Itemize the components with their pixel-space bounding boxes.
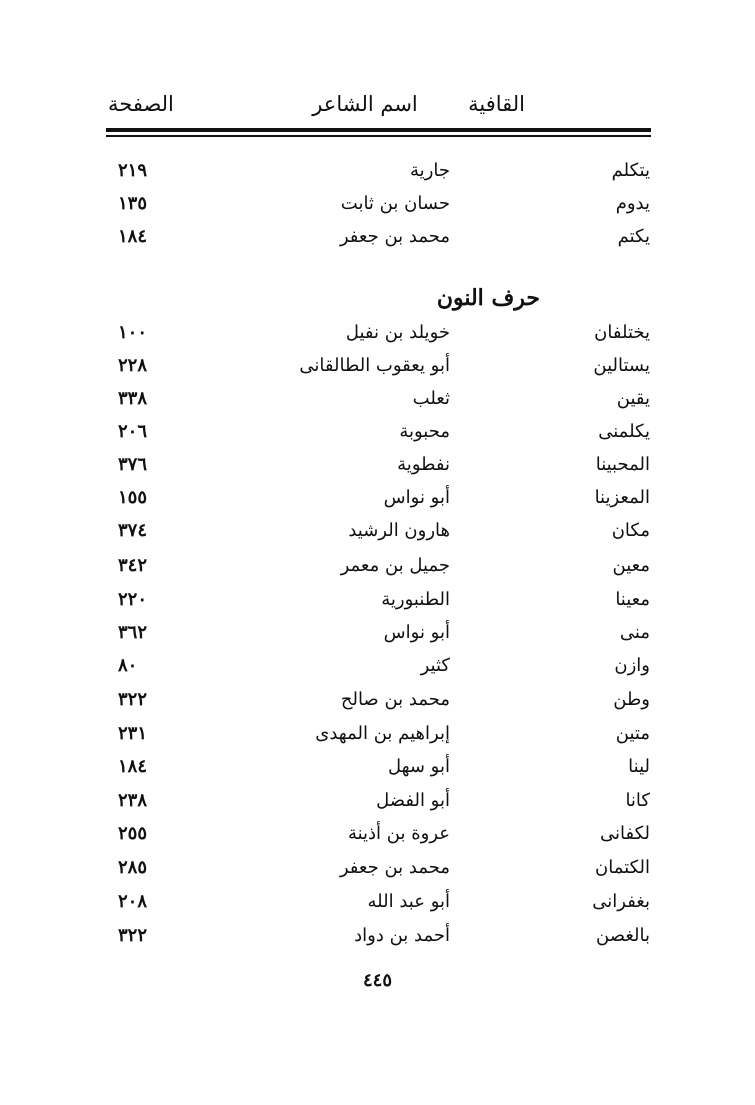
qafiya-cell: يتكلم: [611, 160, 650, 181]
table-row: [100, 355, 660, 385]
table-row: [100, 925, 660, 955]
page-cell: ٢٨٥: [118, 857, 148, 878]
table-row: [100, 193, 660, 223]
header-page: الصفحة: [108, 92, 174, 116]
page-cell: ٢٥٥: [118, 823, 148, 844]
qafiya-cell: مكان: [611, 520, 650, 541]
qafiya-cell: يختلفان: [594, 322, 650, 343]
qafiya-cell: المحبينا: [595, 454, 650, 475]
poet-cell: أبو نواس: [383, 487, 450, 508]
qafiya-cell: كانا: [625, 790, 650, 811]
table-row: [100, 589, 660, 619]
table-row: [100, 790, 660, 820]
poet-cell: جارية: [410, 160, 450, 181]
table-row: [100, 857, 660, 887]
qafiya-cell: متين: [615, 723, 650, 744]
qafiya-cell: يدوم: [615, 193, 650, 214]
table-row: [100, 226, 660, 256]
page-cell: ٢٠٨: [118, 891, 148, 912]
qafiya-cell: لينا: [628, 756, 650, 777]
poet-cell: محمد بن جعفر: [339, 226, 450, 247]
header-rule-thick: [106, 128, 651, 132]
header-qafiya: القافية: [468, 92, 525, 116]
poet-cell: أبو عبد الله: [367, 891, 450, 912]
page-cell: ٣٧٦: [118, 454, 148, 475]
page-cell: ٣٧٤: [118, 520, 148, 541]
header-poet-name: اسم الشاعر: [312, 92, 418, 116]
qafiya-cell: يكلمنى: [598, 421, 650, 442]
page-cell: ٢٣١: [118, 723, 148, 744]
table-row: [100, 723, 660, 753]
table-row: [100, 756, 660, 786]
table-row: [100, 160, 660, 190]
poet-cell: حسان بن ثابت: [340, 193, 450, 214]
page-cell: ١٣٥: [118, 193, 148, 214]
page-cell: ٢٢٠: [118, 589, 148, 610]
qafiya-cell: الكتمان: [595, 857, 650, 878]
qafiya-cell: معينا: [615, 589, 650, 610]
qafiya-cell: يستالين: [593, 355, 650, 376]
poet-cell: محمد بن صالح: [340, 689, 450, 710]
poet-cell: كثير: [420, 655, 450, 676]
table-row: [100, 520, 660, 550]
table-row: [100, 388, 660, 418]
table-row: [100, 421, 660, 451]
page-cell: ٣٦٢: [118, 622, 148, 643]
poet-cell: نفطوية: [397, 454, 450, 475]
poet-cell: هارون الرشيد: [348, 520, 450, 541]
qafiya-cell: يقين: [616, 388, 650, 409]
table-row: [100, 555, 660, 585]
table-row: [100, 823, 660, 853]
poet-cell: أبو سهل: [387, 756, 450, 777]
table-header: [100, 92, 660, 126]
qafiya-cell: بغفرانى: [592, 891, 650, 912]
page-cell: ١٨٤: [118, 226, 148, 247]
qafiya-cell: منى: [619, 622, 650, 643]
poet-cell: أبو نواس: [383, 622, 450, 643]
page-cell: ١٥٥: [118, 487, 148, 508]
qafiya-cell: بالغصن: [596, 925, 650, 946]
qafiya-cell: يكتم: [617, 226, 650, 247]
page-cell: ٢٣٨: [118, 790, 148, 811]
table-row: [100, 322, 660, 352]
page-cell: ٢٢٨: [118, 355, 148, 376]
section-title: حرف النون: [436, 285, 540, 311]
table-row: [100, 891, 660, 921]
qafiya-cell: معين: [612, 555, 650, 576]
qafiya-cell: المعزينا: [594, 487, 650, 508]
page-number: ٤٤٥: [362, 970, 392, 991]
table-row: [100, 454, 660, 484]
table-row: [100, 487, 660, 517]
page-cell: ٣٣٨: [118, 388, 148, 409]
page-cell: ٣٤٢: [118, 555, 148, 576]
poet-cell: خويلد بن نفيل: [345, 322, 450, 343]
table-row: [100, 689, 660, 719]
page-cell: ٨٠: [118, 655, 138, 676]
qafiya-cell: وطن: [613, 689, 650, 710]
poet-cell: إبراهيم بن المهدى: [315, 723, 450, 744]
page-cell: ٢٠٦: [118, 421, 148, 442]
page-cell: ١٨٤: [118, 756, 148, 777]
poet-cell: أحمد بن دواد: [354, 925, 450, 946]
poet-cell: ثعلب: [412, 388, 450, 409]
qafiya-cell: وازن: [614, 655, 650, 676]
page-cell: ٣٢٢: [118, 689, 148, 710]
poet-cell: الطنبورية: [381, 589, 450, 610]
poet-cell: جميل بن معمر: [340, 555, 450, 576]
poet-cell: محمد بن جعفر: [339, 857, 450, 878]
page-cell: ٣٢٢: [118, 925, 148, 946]
poet-cell: أبو الفضل: [376, 790, 450, 811]
poet-cell: عروة بن أذينة: [347, 823, 450, 844]
poet-cell: أبو يعقوب الطالقانى: [299, 355, 450, 376]
table-row: [100, 622, 660, 652]
poet-cell: محبوبة: [399, 421, 450, 442]
table-row: [100, 655, 660, 685]
qafiya-cell: لكفانى: [599, 823, 650, 844]
page-cell: ٢١٩: [118, 160, 148, 181]
header-rule-thin: [106, 135, 651, 137]
page-cell: ١٠٠: [118, 322, 148, 343]
